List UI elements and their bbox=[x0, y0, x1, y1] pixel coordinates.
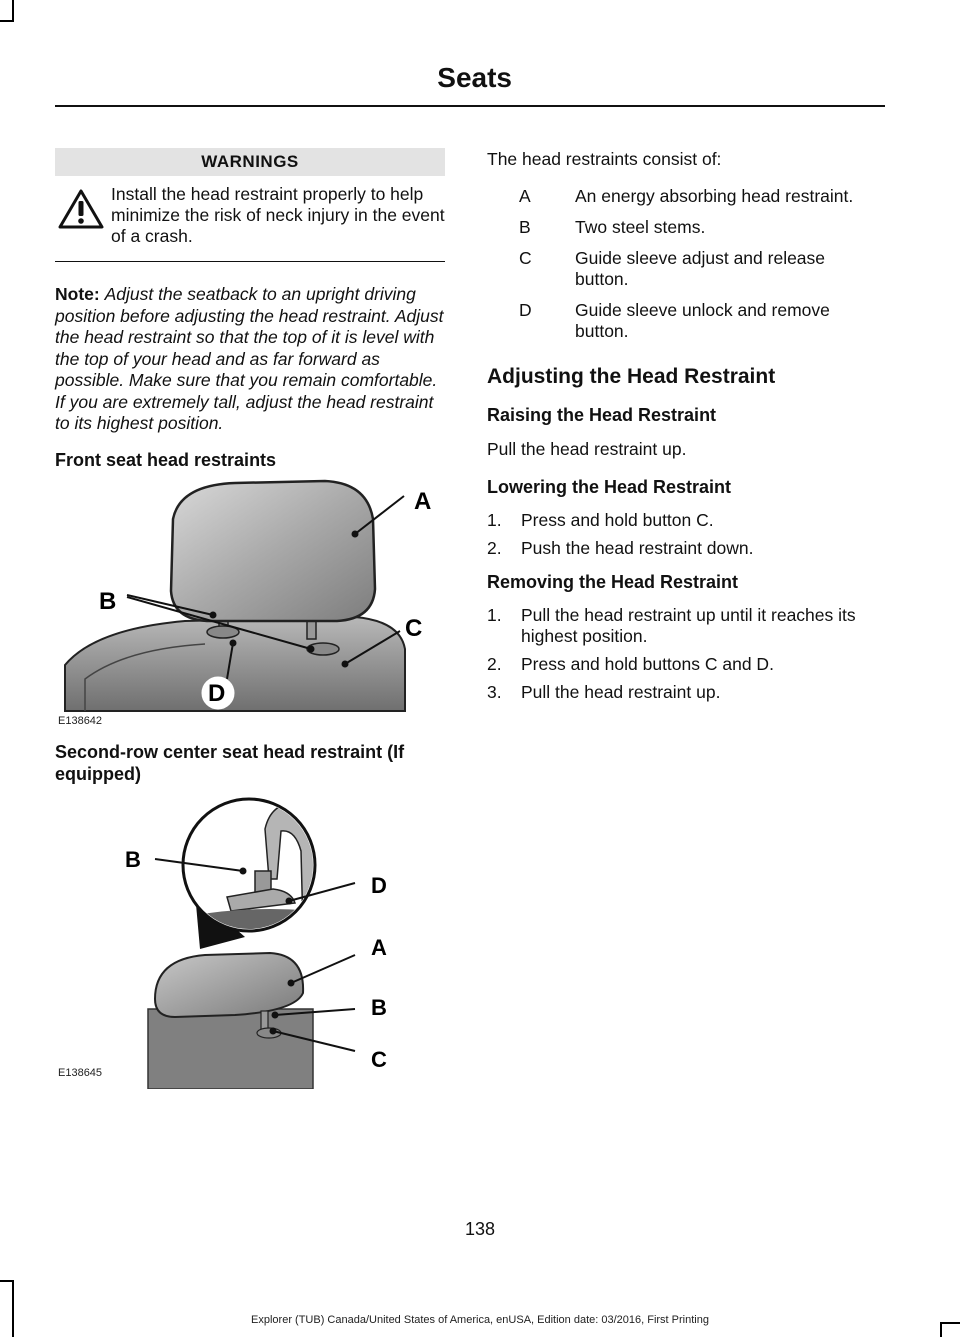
step-text: Press and hold buttons C and D. bbox=[521, 654, 774, 674]
warning-box bbox=[55, 148, 445, 262]
crop-mark bbox=[0, 1280, 14, 1282]
list-item bbox=[487, 300, 882, 342]
second-row-label-b: B bbox=[371, 994, 387, 1020]
crop-mark bbox=[12, 0, 14, 20]
left-column bbox=[55, 148, 445, 1089]
right-column bbox=[487, 148, 882, 710]
step-number: 3. bbox=[487, 682, 502, 702]
page-number: 138 bbox=[464, 1219, 496, 1239]
list-item-key: B bbox=[519, 217, 531, 237]
front-head-restraint-illustration bbox=[55, 479, 445, 729]
front-seat-heading: Front seat head restraints bbox=[55, 449, 277, 470]
crop-mark bbox=[0, 20, 14, 22]
consist-list bbox=[487, 186, 882, 342]
front-head-restraint-figure bbox=[55, 479, 445, 729]
second-row-heading: Second-row center seat head restraint (If equipped) bbox=[55, 741, 405, 784]
second-row-label-a: A bbox=[371, 934, 387, 960]
list-item bbox=[487, 605, 882, 647]
consist-intro: The head restraints consist of: bbox=[487, 149, 722, 169]
list-item-text: Guide sleeve unlock and remove button. bbox=[575, 300, 830, 341]
second-row-head-restraint-figure bbox=[55, 789, 445, 1089]
header-rule bbox=[55, 105, 885, 107]
note-text: Adjust the seatback to an upright driving position before adjusting the head restraint. Adjust the head restraint so that the top of it is level with the top of your head and as far forward as possible. Make sure that you remain comfortable. If you are extremely tall, adjust the head restraint to its highest position. bbox=[55, 284, 444, 433]
lowering-steps bbox=[487, 510, 882, 559]
front-label-c: C bbox=[405, 614, 423, 642]
step-text: Press and hold button C. bbox=[521, 510, 714, 530]
second-row-label-d: D bbox=[371, 872, 387, 898]
list-item-text: Guide sleeve adjust and release button. bbox=[575, 248, 826, 289]
list-item bbox=[487, 186, 882, 207]
removing-heading: Removing the Head Restraint bbox=[487, 572, 739, 592]
list-item-key: D bbox=[519, 300, 532, 320]
note-paragraph bbox=[55, 284, 445, 435]
adjusting-heading: Adjusting the Head Restraint bbox=[487, 365, 776, 388]
second-row-head-restraint-illustration bbox=[55, 789, 445, 1089]
list-item-key: A bbox=[519, 186, 531, 206]
step-number: 2. bbox=[487, 654, 502, 674]
lowering-heading: Lowering the Head Restraint bbox=[487, 477, 732, 497]
list-item bbox=[487, 538, 882, 559]
front-label-a: A bbox=[414, 487, 432, 515]
warning-triangle-icon bbox=[57, 188, 105, 230]
warning-text: Install the head restraint properly to help minimize the risk of neck injury in the event of a crash. bbox=[111, 184, 445, 246]
raising-text: Pull the head restraint up. bbox=[487, 439, 687, 459]
step-text: Pull the head restraint up. bbox=[521, 682, 721, 702]
list-item bbox=[487, 248, 882, 290]
warning-heading: WARNINGS bbox=[55, 148, 445, 176]
front-figure-code: E138642 bbox=[58, 714, 103, 727]
list-item bbox=[487, 510, 882, 531]
second-row-label-c: C bbox=[371, 1046, 387, 1072]
raising-heading: Raising the Head Restraint bbox=[487, 405, 717, 425]
step-number: 2. bbox=[487, 538, 502, 558]
page-header-title: Seats bbox=[437, 62, 512, 93]
list-item-text: An energy absorbing head restraint. bbox=[575, 186, 854, 206]
second-row-figure-code: E138645 bbox=[58, 1066, 103, 1079]
second-row-label-b-top: B bbox=[125, 846, 141, 872]
list-item bbox=[487, 682, 882, 703]
removing-steps bbox=[487, 605, 882, 703]
front-label-d: D bbox=[208, 679, 226, 707]
list-item bbox=[487, 654, 882, 675]
step-text: Pull the head restraint up until it reaches its highest position. bbox=[521, 605, 856, 646]
step-number: 1. bbox=[487, 510, 502, 530]
list-item bbox=[487, 217, 882, 238]
step-number: 1. bbox=[487, 605, 502, 625]
crop-mark bbox=[12, 1280, 14, 1337]
page-footer: Explorer (TUB) Canada/United States of America, enUSA, Edition date: 03/2016, First Printing bbox=[251, 1314, 709, 1326]
list-item-key: C bbox=[519, 248, 532, 268]
front-label-b: B bbox=[99, 587, 117, 615]
warning-body bbox=[55, 176, 445, 262]
list-item-text: Two steel stems. bbox=[575, 217, 706, 237]
note-label: Note: bbox=[55, 284, 100, 304]
step-text: Push the head restraint down. bbox=[521, 538, 754, 558]
